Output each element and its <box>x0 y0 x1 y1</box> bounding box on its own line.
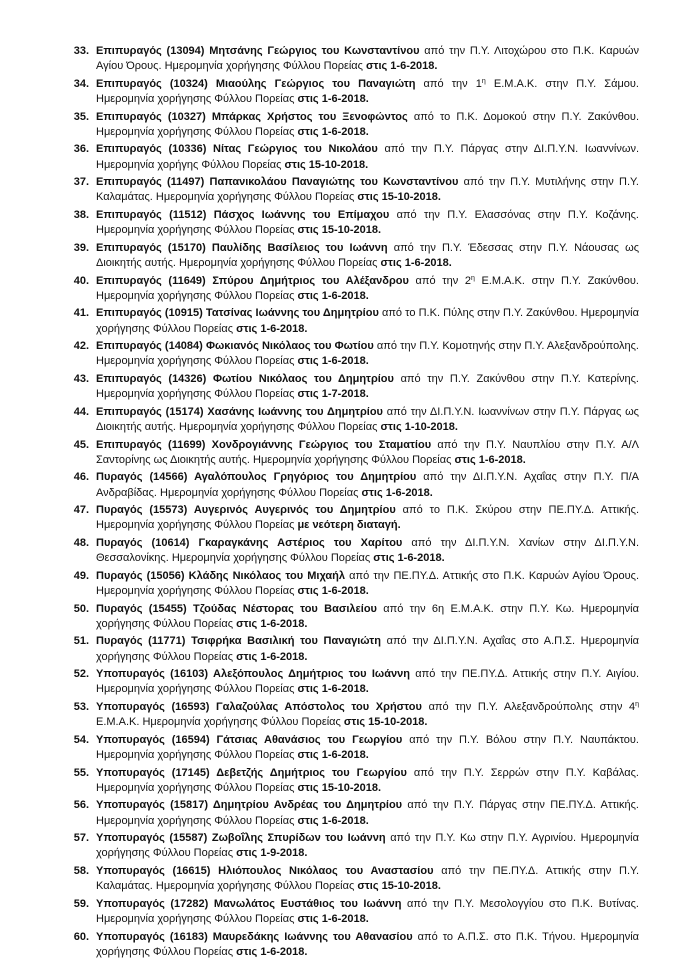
item-text-bold: Πυραγός (11771) Τσιφρήκα Βασιλική του Παναγιώτη <box>96 635 381 648</box>
item-text-bold: Επιπυραγός (10327) Μπάρκας Χρήστος του Ξενοφώντος <box>96 110 408 123</box>
item-number: 57. <box>73 832 89 845</box>
list-item <box>73 700 640 730</box>
list-item <box>73 897 639 927</box>
item-text: από την ΠΕ.ΠΥ.Δ. Αττικής στην Π.Υ. Καλαμάτας. Ημερομηνία χορήγησης Φύλλου Πορείας <box>96 864 640 893</box>
item-text-bold: στις 1-6-2018. <box>297 125 369 138</box>
item-text-bold: Πυραγός (15455) Τζούδας Νέστορας του Βασιλείου <box>96 602 377 615</box>
item-text-bold: στις 15-10-2018. <box>297 781 382 794</box>
item-text: από την Π.Υ. Πάργας στην ΔΙ.Π.Υ.Ν. Ιωαννίνων. Ημερομηνία χορήγης Φύλλου Πορείας <box>96 143 640 171</box>
item-text: από την Π.Υ. Μεσολογγίου στο Π.Κ. Βυτίνας. Ημερομηνία χορήγησης Φύλλου Πορείας <box>96 897 639 925</box>
ordinal-suffix: η <box>481 77 486 85</box>
item-number: 34. <box>73 77 89 90</box>
item-text: από την Π.Υ. Μυτιλήνης στην Π.Υ. Καλαμάτας. Ημερομηνία χορήγησης Φύλλου Πορείας <box>96 176 639 204</box>
list-item <box>73 208 639 238</box>
item-text: από την ΔΙ.Π.Υ.Ν. Αχαΐας στο Α.Π.Σ. Ημερομηνία χορήγησης Φύλλου Πορείας <box>96 635 639 663</box>
list-item <box>73 110 639 140</box>
item-text-bold: στις 15-10-2018. <box>343 716 428 729</box>
list-item <box>73 339 639 369</box>
item-text-bold: Επιπυραγός (11699) Χονδρογιάννης Γεώργιος του Σταματίου <box>96 438 432 451</box>
item-number: 50. <box>73 602 89 615</box>
item-text-bold: Υποπυραγός (16593) Γαλαζούλας Απόστολος του Χρήστου <box>96 700 422 713</box>
item-number: 40. <box>73 274 89 287</box>
item-number: 59. <box>73 897 89 910</box>
item-text-bold: στις 15-10-2018. <box>357 880 441 893</box>
item-text: από την Π.Υ. Κω στην Π.Υ. Αγρινίου. Ημερομηνία χορήγησης Φύλλου Πορείας <box>96 832 639 860</box>
item-text-bold: στις 1-9-2018. <box>236 847 308 860</box>
item-number: 52. <box>73 668 89 681</box>
item-number: 35. <box>73 110 89 123</box>
item-text: από την ΔΙ.Π.Υ.Ν. Αχαΐας στην Π.Υ. Π/Α Ανδραβίδας. Ημερομηνία χορήγησης Φύλλου Πορείας <box>96 471 639 499</box>
item-number: 47. <box>73 504 89 517</box>
item-text-bold: Επιπυραγός (10336) Νίτας Γεώργιος του Νικολάου <box>96 143 378 156</box>
item-text-bold: Επιπυραγός (15174) Χασάνης Ιωάννης του Δημητρίου <box>96 405 383 418</box>
item-text-bold: στις 1-6-2018. <box>297 748 369 761</box>
item-text-bold: στις 1-7-2018. <box>297 388 369 401</box>
item-text-bold: στις 1-6-2018. <box>454 453 526 466</box>
item-number: 41. <box>73 307 89 320</box>
item-text-bold: στις 1-6-2018. <box>297 355 369 368</box>
list-item <box>73 798 639 828</box>
item-number: 42. <box>73 340 89 353</box>
item-text: από το Α.Π.Σ. στο Π.Κ. Τήνου. Ημερομηνία χορήγησης Φύλλου Πορείας <box>96 930 639 958</box>
item-number: 49. <box>73 569 89 582</box>
list-item <box>73 503 639 533</box>
list-item <box>73 667 640 697</box>
item-text-bold: Επιπυραγός (15170) Παυλίδης Βασίλειος του Ιωάννη <box>96 241 388 254</box>
list-item <box>73 274 639 304</box>
item-text: από την ΠΕ.ΠΥ.Δ. Αττικής στο Π.Κ. Καρυών Αγίου Όρους. Ημερομηνία χορήγησης Φύλλου Πορείας <box>96 569 639 597</box>
item-text-bold: Επιπυραγός (11497) Παπανικολάου Παναγιώτης του Κωνσταντίνου <box>96 176 459 189</box>
item-text: από την Π.Υ. Ελασσόνας στην Π.Υ. Κοζάνης. Ημερομηνία χορήγησης Φύλλου Πορείας <box>96 208 639 237</box>
item-text: από την 6η Ε.Μ.Α.Κ. στην Π.Υ. Κω. Ημερομηνία χορήγησης Φύλλου Πορείας <box>96 602 639 630</box>
item-text-bold: στις 1-6-2018. <box>236 617 308 630</box>
item-text-bold: στις 1-6-2018. <box>297 683 369 696</box>
item-text: από την ΔΙ.Π.Υ.Ν. Χανίων στην ΔΙ.Π.Υ.Ν. Θεσσαλονίκης. Ημερομηνία χορήγησης Φύλλου Πορείας <box>96 536 639 565</box>
list-item <box>73 405 639 435</box>
item-text: από την 1 <box>415 77 482 90</box>
list-item <box>73 306 639 336</box>
ordinal-suffix: η <box>470 274 475 282</box>
item-text-bold: Υποπυραγός (15587) Ζωβοΐλης Σπυρίδων του Ιωάννη <box>96 832 386 845</box>
item-text-bold: στις 1-6-2018. <box>361 486 433 499</box>
item-text-bold: Επιπυραγός (10324) Μιαούλης Γεώργιος του Παναγιώτη <box>96 77 416 90</box>
item-text: από την ΔΙ.Π.Υ.Ν. Ιωαννίνων στην Π.Υ. Πάργας ως Διοικητής αυτής. Ημερομηνία χορήγησης Φύλλου Πορείας <box>96 405 639 433</box>
item-text-bold: Επιπυραγός (13094) Μητσάνης Γεώργιος του Κωνσταντίνου <box>96 45 420 57</box>
item-text: από την ΠΕ.ΠΥ.Δ. Αττικής στην Π.Υ. Αιγίου. Ημερομηνία χορήγησης Φύλλου Πορείας <box>96 668 640 696</box>
list-item <box>73 831 639 861</box>
list-item <box>73 142 640 172</box>
list-item <box>73 438 639 468</box>
list-item <box>73 634 639 664</box>
list-item <box>73 602 639 632</box>
item-text: από το Π.Κ. Σκύρου στην ΠΕ.ΠΥ.Δ. Αττικής. Ημερομηνία χορήγησης Φύλλου Πορείας <box>96 504 639 532</box>
list-item <box>73 569 639 599</box>
item-text-bold: Υποπυραγός (17282) Μανωλάτος Ευστάθιος του Ιωάννη <box>96 897 402 910</box>
item-text: από την 2 <box>408 274 471 287</box>
item-text-bold: Επιπυραγός (11512) Πάσχος Ιωάννης του Επίμαχου <box>96 208 390 221</box>
item-text-bold: Υποπυραγός (16594) Γάτσιας Αθανάσιος του Γεωργίου <box>96 733 403 746</box>
list-item <box>73 864 640 894</box>
item-text-bold: Επιπυραγός (11649) Σπύρου Δημήτριος του Αλέξανδρου <box>96 274 409 287</box>
item-number: 48. <box>73 536 89 549</box>
item-text: από την Π.Υ. Ναυπλίου στην Π.Υ. Α/Λ Σαντορίνης ως Διοικητής αυτής. Ημερομηνία χορήγησης Φύλλου Πορείας <box>96 438 639 466</box>
item-text: από την Π.Υ. Πάργας στην ΠΕ.ΠΥ.Δ. Αττικής. Ημερομηνία χορήγησης Φύλλου Πορείας <box>96 799 639 827</box>
item-text-bold: Επιπυραγός (14326) Φωτίου Νικόλαος του Δημητρίου <box>96 372 394 385</box>
list-item <box>73 536 639 566</box>
item-number: 44. <box>73 405 89 418</box>
item-number: 36. <box>73 143 89 156</box>
item-text-bold: Υποπυραγός (16615) Ηλιόπουλος Νικόλαος του Αναστασίου <box>96 864 434 877</box>
item-text: από την Π.Υ. Λιτοχώρου στο Π.Κ. Καρυών Αγίου Όρους. Ημερομηνία χορήγησης Φύλλου Πορείας <box>96 45 639 73</box>
list-item <box>73 44 639 74</box>
item-text-bold: στις 15-10-2018. <box>284 158 369 171</box>
item-text: Ε.Μ.Α.Κ. στην Π.Υ. Ζακύνθου. Ημερομηνία χορήγησης Φύλλου Πορείας <box>96 274 639 302</box>
transfer-list <box>73 44 640 960</box>
list-item <box>73 241 639 271</box>
item-number: 54. <box>73 733 89 746</box>
item-text: από την Π.Υ. Βόλου στην Π.Υ. Ναυπάκτου. Ημερομηνία χορήγησης Φύλλου Πορείας <box>96 733 639 761</box>
item-text-bold: στις 1-6-2018. <box>380 256 452 269</box>
item-text-bold: στις 1-6-2018. <box>236 650 308 663</box>
item-text-bold: Επιπυραγός (14084) Φωκιανός Νικόλαος του Φωτίου <box>96 340 374 353</box>
item-text-bold: στις 1-6-2018. <box>297 584 369 597</box>
item-text-bold: στις 15-10-2018. <box>357 191 441 204</box>
list-item <box>73 930 639 960</box>
item-text-bold: Υποπυραγός (15817) Δημητρίου Ανδρέας του Δημητρίου <box>96 799 403 812</box>
item-text-bold: Υποπυραγός (16183) Μαυρεδάκης Ιωάννης του Αθανασίου <box>96 930 413 943</box>
item-text: από την Π.Υ. Αλεξανδρούπολης στην 4 <box>421 700 636 713</box>
item-text: από την Π.Υ. Κομοτηνής στην Π.Υ. Αλεξανδρούπολης. Ημερομηνία χορήγησης Φύλλου Πορείας <box>96 340 639 368</box>
item-number: 60. <box>73 930 89 943</box>
item-number: 45. <box>73 438 89 451</box>
item-text-bold: στις 1-6-2018. <box>236 322 308 335</box>
item-text: από την Π.Υ. Σερρών στην Π.Υ. Καβάλας. Ημερομηνία χορήγησης Φύλλου Πορείας <box>96 766 639 794</box>
item-text-bold: στις 1-6-2018. <box>297 93 369 105</box>
item-text-bold: Πυραγός (15056) Κλάδης Νικόλαος του Μιχαήλ <box>96 569 346 582</box>
ordinal-suffix: η <box>635 700 640 708</box>
item-text-bold: με νεότερη διαταγή. <box>297 519 401 532</box>
item-text: από την Π.Υ. Έδεσσας στην Π.Υ. Νάουσας ως Διοικητής αυτής. Ημερομηνία χορήγησης Φύλλου Πορείας <box>96 241 639 269</box>
item-number: 56. <box>73 799 89 812</box>
item-text-bold: στις 1-6-2018. <box>297 814 369 827</box>
list-item <box>73 733 639 763</box>
item-number: 51. <box>73 635 89 648</box>
item-text-bold: στις 1-6-2018. <box>366 60 438 73</box>
list-item <box>73 77 639 107</box>
item-text-bold: Επιπυραγός (10915) Τατσίνας Ιωάννης του Δημητρίου <box>96 307 379 320</box>
item-number: 37. <box>73 176 89 189</box>
item-number: 39. <box>73 241 89 254</box>
item-text: από το Π.Κ. Δομοκού στην Π.Υ. Ζακύνθου. Ημερομηνία χορήγησης Φύλλου Πορείας <box>96 110 639 138</box>
list-item <box>73 766 639 796</box>
item-text-bold: Πυραγός (14566) Αγαλόπουλος Γρηγόριος του Δημητρίου <box>96 471 417 484</box>
list-item <box>73 470 639 500</box>
item-number: 53. <box>73 700 89 713</box>
item-number: 46. <box>73 471 89 484</box>
item-text: από την Π.Υ. Ζακύνθου στην Π.Υ. Κατερίνης. Ημερομηνία χορήγησης Φύλλου Πορείας <box>96 372 639 401</box>
list-item <box>73 175 639 205</box>
item-number: 43. <box>73 372 89 385</box>
item-number: 33. <box>73 45 89 57</box>
item-text-bold: στις 1-6-2018. <box>297 912 369 925</box>
item-text-bold: στις 1-10-2018. <box>380 420 458 433</box>
item-text-bold: στις 15-10-2018. <box>297 224 382 237</box>
item-text-bold: στις 1-6-2018. <box>373 552 445 565</box>
item-text-bold: Υποπυραγός (16103) Αλεξόπουλος Δημήτριος του Ιωάννη <box>96 668 410 681</box>
item-text: Ε.Μ.Α.Κ. στην Π.Υ. Σάμου. Ημερομηνία χορήγησης Φύλλου Πορείας <box>96 77 639 105</box>
item-text-bold: στις 1-6-2018. <box>297 289 369 302</box>
item-text: Ε.Μ.Α.Κ. Ημερομηνία χορήγησης Φύλλου Πορείας <box>96 716 344 729</box>
item-text-bold: στις 1-6-2018. <box>236 945 308 958</box>
item-text-bold: Πυραγός (15573) Αυγερινός Αυγερινός του Δημητρίου <box>96 504 396 517</box>
item-number: 38. <box>73 208 89 221</box>
list-item <box>73 372 639 402</box>
item-number: 58. <box>73 864 89 877</box>
item-number: 55. <box>73 766 89 779</box>
item-text-bold: Πυραγός (10614) Γκαραγκάνης Αστέριος του Χαρίτου <box>96 536 403 549</box>
item-text-bold: Υποπυραγός (17145) Δεβετζής Δημήτριος του Γεωργίου <box>96 766 407 779</box>
item-text: από το Π.Κ. Πύλης στην Π.Υ. Ζακύνθου. Ημερομηνία χορήγησης Φύλλου Πορείας <box>96 307 639 335</box>
